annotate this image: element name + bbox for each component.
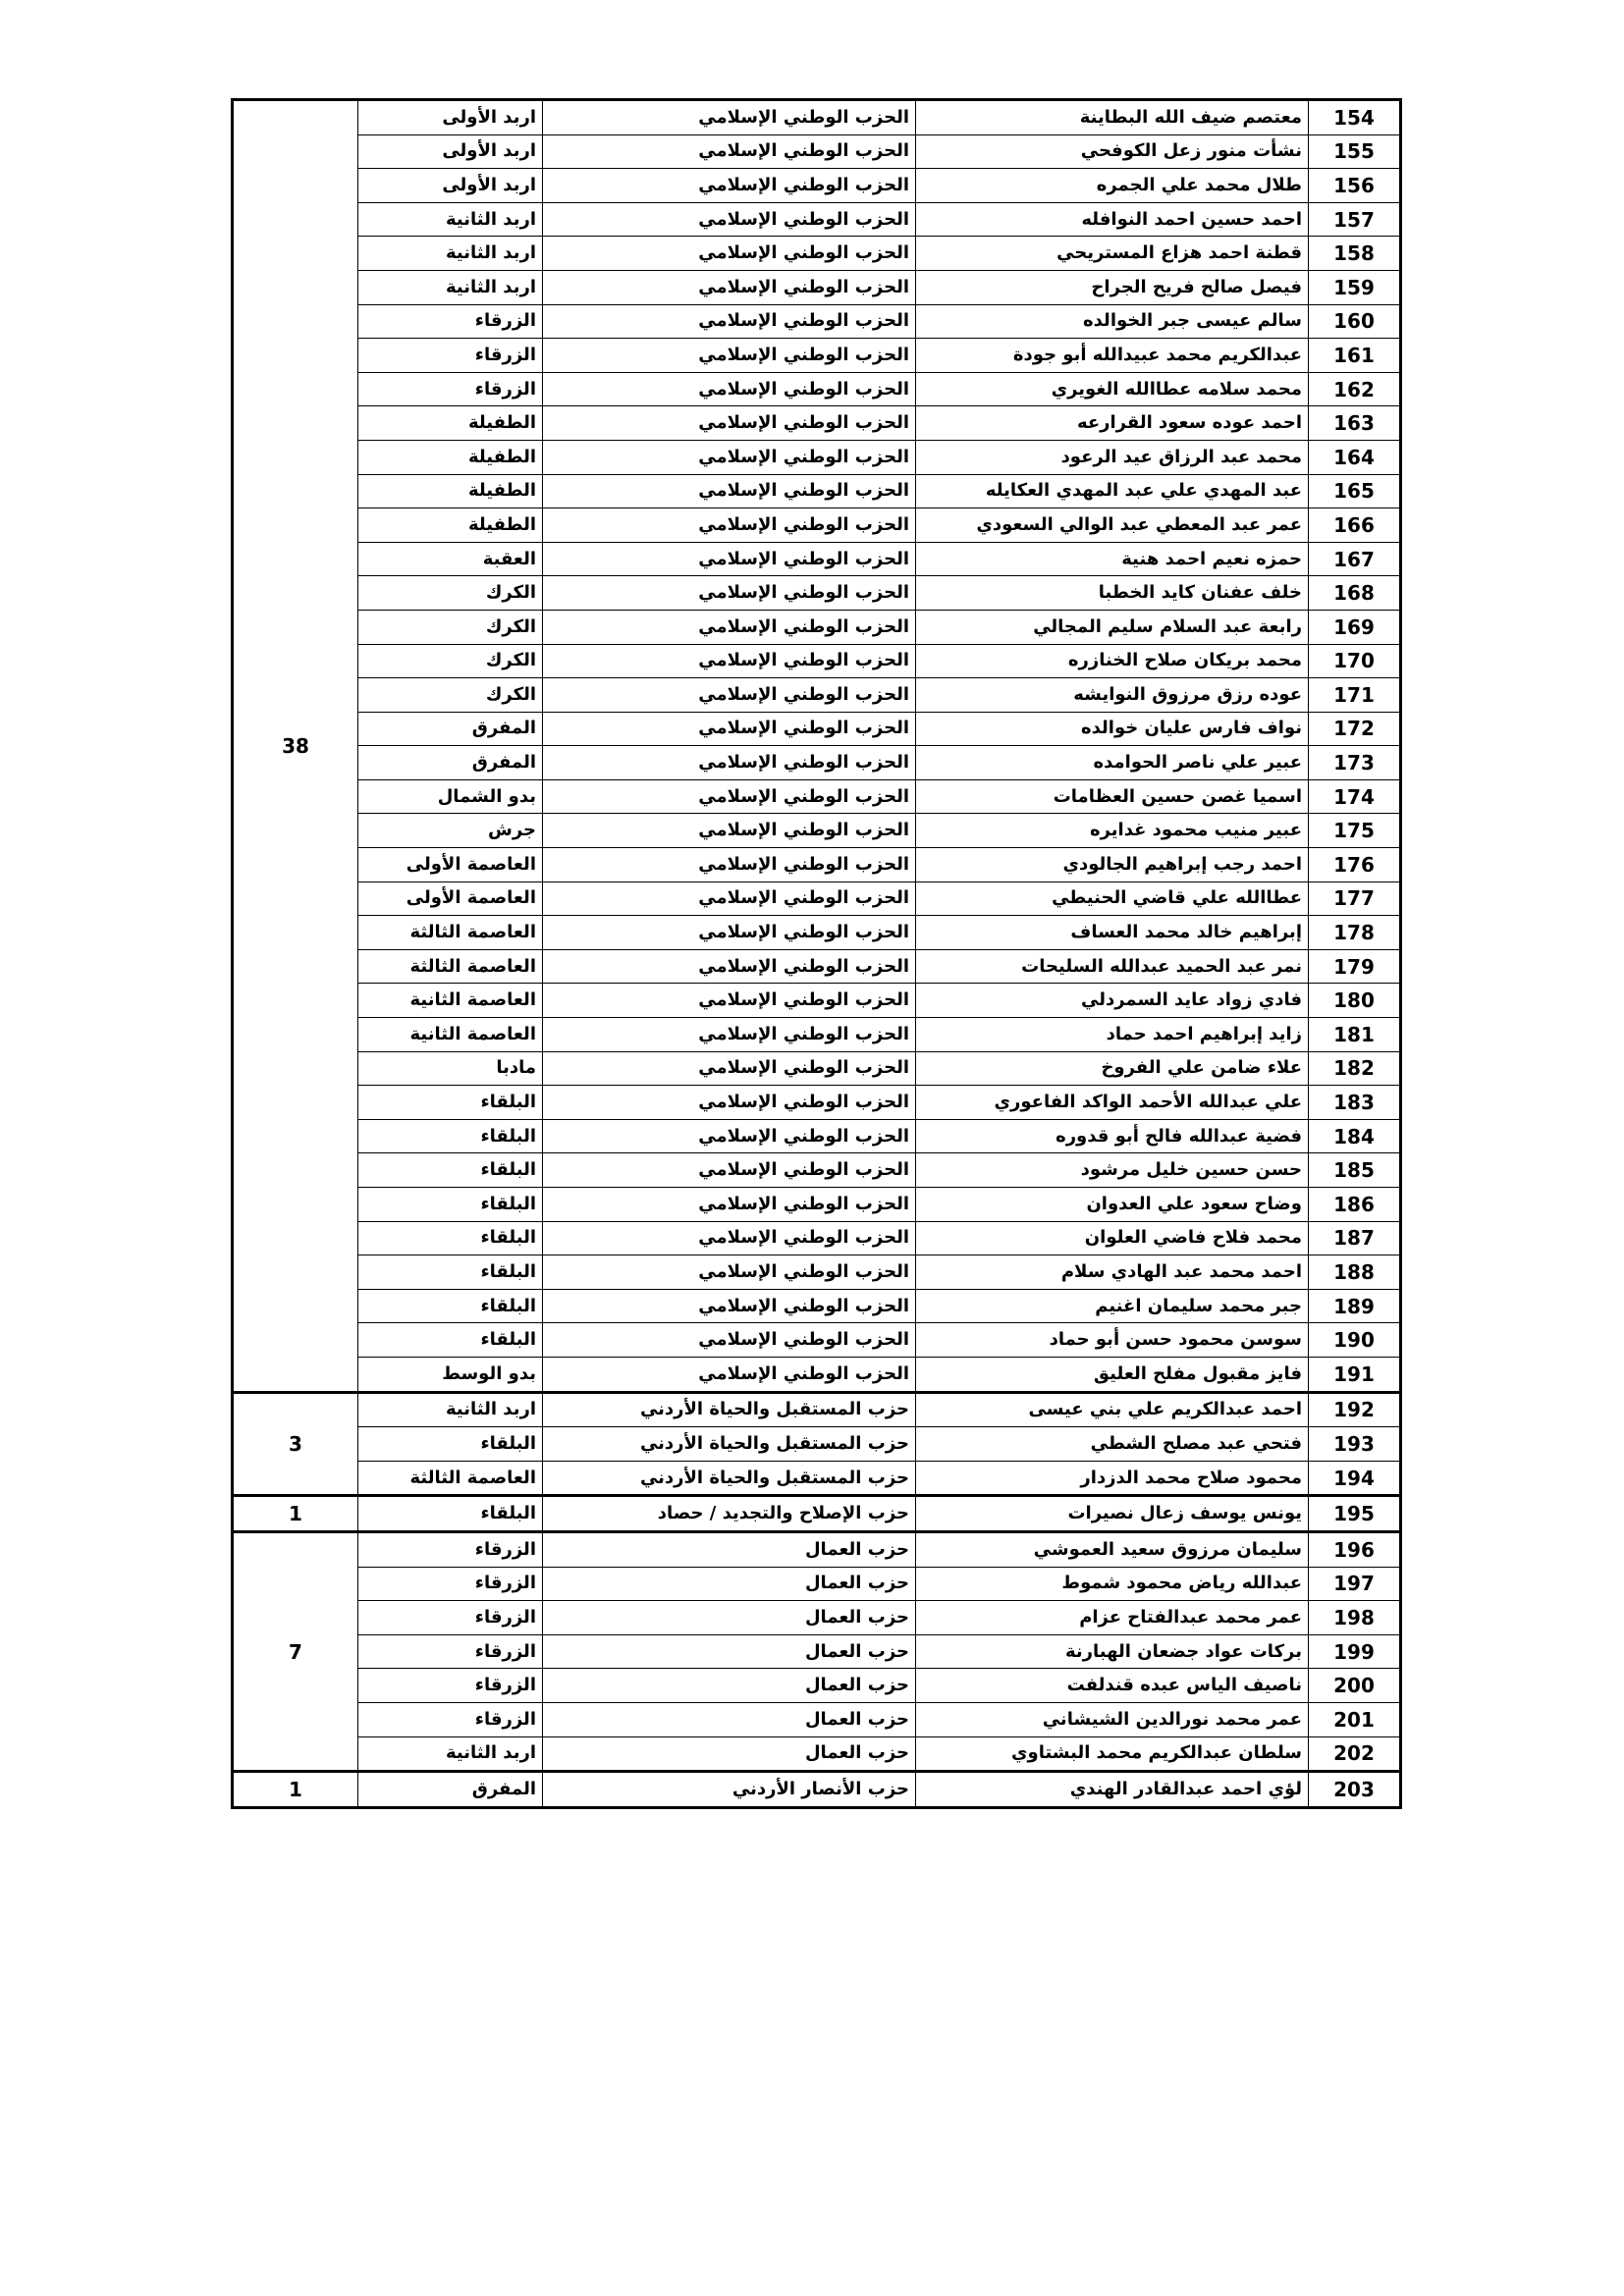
district-cell: العاصمة الأولى [358,848,543,882]
party-name-cell: الحزب الوطني الإسلامي [543,1221,916,1255]
row-number-cell: 191 [1309,1357,1401,1392]
table-row [233,644,1401,678]
group-count-cell: 1 [233,1496,358,1532]
candidate-name-cell: احمد محمد عبد الهادي سلام [916,1255,1309,1290]
row-number-cell: 202 [1309,1736,1401,1772]
district-cell: الزرقاء [358,339,543,373]
candidate-name-cell: لؤي احمد عبدالقادر الهندي [916,1772,1309,1808]
candidate-name-cell: احمد رجب إبراهيم الجالودي [916,848,1309,882]
table-row [233,304,1401,339]
row-number-cell: 155 [1309,134,1401,169]
district-cell: اربد الثانية [358,1392,543,1427]
row-number-cell: 161 [1309,339,1401,373]
row-number-cell: 181 [1309,1018,1401,1052]
candidate-name-cell: احمد عوده سعود القرارعه [916,406,1309,441]
candidate-name-cell: طلال محمد علي الجمره [916,169,1309,203]
party-name-cell: الحزب الوطني الإسلامي [543,848,916,882]
row-number-cell: 179 [1309,949,1401,984]
group-count-cell: 1 [233,1772,358,1808]
row-number-cell: 182 [1309,1051,1401,1086]
row-number-cell: 169 [1309,610,1401,644]
candidate-name-cell: عبير علي ناصر الحوامده [916,746,1309,780]
party-name-cell: الحزب الوطني الإسلامي [543,1255,916,1290]
district-cell: البلقاء [358,1221,543,1255]
district-cell: المفرق [358,1772,543,1808]
row-number-cell: 154 [1309,100,1401,135]
candidate-name-cell: محمود صلاح محمد الدزدار [916,1461,1309,1496]
district-cell: البلقاء [358,1496,543,1532]
row-number-cell: 192 [1309,1392,1401,1427]
party-name-cell: الحزب الوطني الإسلامي [543,779,916,814]
candidate-name-cell: عبدالله رياض محمود شموط [916,1567,1309,1601]
party-name-cell: الحزب الوطني الإسلامي [543,134,916,169]
table-row [233,1496,1401,1532]
candidate-name-cell: سليمان مرزوق سعيد العموشي [916,1531,1309,1567]
candidate-name-cell: علاء ضامن علي الفروخ [916,1051,1309,1086]
district-cell: الزرقاء [358,304,543,339]
row-number-cell: 196 [1309,1531,1401,1567]
district-cell: الكرك [358,576,543,611]
table-row [233,814,1401,848]
candidates-table [231,98,1402,1809]
candidate-name-cell: حسن حسين خليل مرشود [916,1153,1309,1188]
party-name-cell: الحزب الوطني الإسلامي [543,1086,916,1120]
row-number-cell: 173 [1309,746,1401,780]
party-name-cell: حزب الأنصار الأردني [543,1772,916,1808]
table-row [233,1221,1401,1255]
row-number-cell: 200 [1309,1669,1401,1703]
row-number-cell: 163 [1309,406,1401,441]
table-row [233,1119,1401,1153]
table-row [233,1018,1401,1052]
party-name-cell: حزب المستقبل والحياة الأردني [543,1461,916,1496]
table-row [233,1669,1401,1703]
party-name-cell: الحزب الوطني الإسلامي [543,474,916,508]
row-number-cell: 180 [1309,984,1401,1018]
party-name-cell: الحزب الوطني الإسلامي [543,814,916,848]
table-row [233,712,1401,746]
table-row [233,440,1401,474]
table-row [233,1153,1401,1188]
table-row [233,1601,1401,1635]
district-cell: المفرق [358,746,543,780]
district-cell: الزرقاء [358,1634,543,1669]
party-name-cell: الحزب الوطني الإسلامي [543,1018,916,1052]
row-number-cell: 197 [1309,1567,1401,1601]
row-number-cell: 174 [1309,779,1401,814]
table-row [233,916,1401,950]
table-row [233,779,1401,814]
district-cell: الزرقاء [358,372,543,406]
candidate-name-cell: يونس يوسف زعال نصيرات [916,1496,1309,1532]
party-name-cell: الحزب الوطني الإسلامي [543,746,916,780]
candidate-name-cell: زايد إبراهيم احمد حماد [916,1018,1309,1052]
row-number-cell: 162 [1309,372,1401,406]
row-number-cell: 172 [1309,712,1401,746]
row-number-cell: 194 [1309,1461,1401,1496]
party-name-cell: الحزب الوطني الإسلامي [543,984,916,1018]
party-name-cell: حزب العمال [543,1567,916,1601]
row-number-cell: 188 [1309,1255,1401,1290]
candidate-name-cell: عمر محمد نورالدين الشيشاني [916,1702,1309,1736]
party-name-cell: الحزب الوطني الإسلامي [543,304,916,339]
district-cell: البلقاء [358,1427,543,1462]
candidate-name-cell: محمد بريكان صلاح الخنازره [916,644,1309,678]
district-cell: البلقاء [358,1119,543,1153]
candidate-name-cell: جبر محمد سليمان اغنيم [916,1289,1309,1323]
district-cell: البلقاء [358,1289,543,1323]
row-number-cell: 176 [1309,848,1401,882]
party-name-cell: الحزب الوطني الإسلامي [543,610,916,644]
party-name-cell: الحزب الوطني الإسلامي [543,916,916,950]
district-cell: العقبة [358,542,543,576]
candidate-name-cell: عطاالله علي قاضي الحنيطي [916,881,1309,916]
table-row [233,1086,1401,1120]
candidate-name-cell: سالم عيسى جبر الخوالده [916,304,1309,339]
row-number-cell: 190 [1309,1323,1401,1358]
party-name-cell: حزب المستقبل والحياة الأردني [543,1392,916,1427]
table-row [233,949,1401,984]
row-number-cell: 187 [1309,1221,1401,1255]
candidate-name-cell: وضاح سعود علي العدوان [916,1188,1309,1222]
table-row [233,237,1401,271]
party-name-cell: الحزب الوطني الإسلامي [543,339,916,373]
party-name-cell: الحزب الوطني الإسلامي [543,881,916,916]
row-number-cell: 201 [1309,1702,1401,1736]
table-row [233,1357,1401,1392]
party-name-cell: الحزب الوطني الإسلامي [543,237,916,271]
table-row [233,984,1401,1018]
candidate-name-cell: ناصيف الياس عبده قندلفت [916,1669,1309,1703]
candidate-name-cell: فيصل صالح فريح الجراح [916,270,1309,304]
candidate-name-cell: فايز مقبول مفلح العليق [916,1357,1309,1392]
party-name-cell: الحزب الوطني الإسلامي [543,712,916,746]
table-row [233,508,1401,543]
table-row [233,1772,1401,1808]
row-number-cell: 199 [1309,1634,1401,1669]
row-number-cell: 160 [1309,304,1401,339]
party-name-cell: حزب المستقبل والحياة الأردني [543,1427,916,1462]
district-cell: الطفيلة [358,406,543,441]
party-name-cell: الحزب الوطني الإسلامي [543,1119,916,1153]
row-number-cell: 158 [1309,237,1401,271]
candidate-name-cell: نواف فارس عليان خوالده [916,712,1309,746]
candidate-name-cell: خلف عفنان كايد الخطبا [916,576,1309,611]
district-cell: العاصمة الثالثة [358,949,543,984]
district-cell: المفرق [358,712,543,746]
row-number-cell: 203 [1309,1772,1401,1808]
district-cell: الزرقاء [358,1601,543,1635]
district-cell: البلقاء [358,1323,543,1358]
table-row [233,169,1401,203]
party-name-cell: حزب العمال [543,1531,916,1567]
district-cell: اربد الأولى [358,134,543,169]
row-number-cell: 156 [1309,169,1401,203]
party-name-cell: الحزب الوطني الإسلامي [543,949,916,984]
table-row [233,1531,1401,1567]
party-name-cell: الحزب الوطني الإسلامي [543,644,916,678]
table-row [233,1392,1401,1427]
district-cell: اربد الثانية [358,202,543,237]
district-cell: اربد الأولى [358,100,543,135]
party-name-cell: حزب العمال [543,1601,916,1635]
row-number-cell: 164 [1309,440,1401,474]
table-row [233,270,1401,304]
party-name-cell: الحزب الوطني الإسلامي [543,440,916,474]
district-cell: البلقاء [358,1255,543,1290]
candidate-name-cell: بركات عواد جضعان الهبارنة [916,1634,1309,1669]
party-name-cell: الحزب الوطني الإسلامي [543,508,916,543]
district-cell: الكرك [358,678,543,713]
candidate-name-cell: عبدالكريم محمد عبيدالله أبو جودة [916,339,1309,373]
district-cell: العاصمة الثالثة [358,916,543,950]
row-number-cell: 175 [1309,814,1401,848]
row-number-cell: 177 [1309,881,1401,916]
table-row [233,610,1401,644]
candidate-name-cell: قطنة احمد هزاع المستريحي [916,237,1309,271]
candidate-name-cell: عوده رزق مرزوق النوايشه [916,678,1309,713]
district-cell: الكرك [358,610,543,644]
candidate-name-cell: سوسن محمود حسن أبو حماد [916,1323,1309,1358]
group-count-cell: 7 [233,1531,358,1771]
district-cell: جرش [358,814,543,848]
party-name-cell: الحزب الوطني الإسلامي [543,406,916,441]
district-cell: الزرقاء [358,1669,543,1703]
table-row [233,134,1401,169]
party-name-cell: حزب العمال [543,1736,916,1772]
party-name-cell: الحزب الوطني الإسلامي [543,1051,916,1086]
table-row [233,542,1401,576]
table-row [233,406,1401,441]
table-row [233,474,1401,508]
row-number-cell: 165 [1309,474,1401,508]
row-number-cell: 195 [1309,1496,1401,1532]
table-row [233,1188,1401,1222]
row-number-cell: 168 [1309,576,1401,611]
row-number-cell: 186 [1309,1188,1401,1222]
party-name-cell: الحزب الوطني الإسلامي [543,372,916,406]
candidate-name-cell: علي عبدالله الأحمد الواكد الفاعوري [916,1086,1309,1120]
district-cell: بدو الشمال [358,779,543,814]
row-number-cell: 157 [1309,202,1401,237]
row-number-cell: 193 [1309,1427,1401,1462]
party-name-cell: الحزب الوطني الإسلامي [543,542,916,576]
row-number-cell: 183 [1309,1086,1401,1120]
table-row [233,1461,1401,1496]
table-row [233,1634,1401,1669]
candidate-name-cell: فضية عبدالله فالح أبو قدوره [916,1119,1309,1153]
candidate-name-cell: فادي زواد عايد السمردلي [916,984,1309,1018]
district-cell: العاصمة الثالثة [358,1461,543,1496]
district-cell: العاصمة الثانية [358,1018,543,1052]
district-cell: مادبا [358,1051,543,1086]
candidate-name-cell: عمر محمد عبدالفتاح عزام [916,1601,1309,1635]
candidate-name-cell: احمد عبدالكريم علي بني عيسى [916,1392,1309,1427]
district-cell: الطفيلة [358,508,543,543]
table-row [233,881,1401,916]
candidate-name-cell: عبد المهدي علي عبد المهدي العكايله [916,474,1309,508]
district-cell: الطفيلة [358,440,543,474]
party-name-cell: الحزب الوطني الإسلامي [543,1153,916,1188]
table-row [233,848,1401,882]
table-row [233,202,1401,237]
candidate-name-cell: محمد فلاح فاضي العلوان [916,1221,1309,1255]
district-cell: اربد الثانية [358,237,543,271]
table-row [233,678,1401,713]
party-name-cell: الحزب الوطني الإسلامي [543,1289,916,1323]
row-number-cell: 185 [1309,1153,1401,1188]
party-name-cell: الحزب الوطني الإسلامي [543,100,916,135]
row-number-cell: 170 [1309,644,1401,678]
district-cell: اربد الثانية [358,270,543,304]
table-row [233,1427,1401,1462]
table-row [233,1051,1401,1086]
group-count-cell: 3 [233,1392,358,1496]
candidate-name-cell: معتصم ضيف الله البطاينة [916,100,1309,135]
table-row [233,100,1401,135]
table-row [233,1702,1401,1736]
district-cell: اربد الأولى [358,169,543,203]
row-number-cell: 178 [1309,916,1401,950]
district-cell: اربد الثانية [358,1736,543,1772]
party-name-cell: الحزب الوطني الإسلامي [543,1188,916,1222]
candidate-name-cell: محمد عبد الرزاق عيد الرعود [916,440,1309,474]
candidate-name-cell: محمد سلامه عطاالله الغويري [916,372,1309,406]
district-cell: العاصمة الثانية [358,984,543,1018]
district-cell: الزرقاء [358,1567,543,1601]
row-number-cell: 159 [1309,270,1401,304]
party-name-cell: الحزب الوطني الإسلامي [543,1323,916,1358]
party-name-cell: الحزب الوطني الإسلامي [543,678,916,713]
table-row [233,1255,1401,1290]
party-name-cell: الحزب الوطني الإسلامي [543,202,916,237]
district-cell: الكرك [358,644,543,678]
candidate-name-cell: سلطان عبدالكريم محمد البشتاوي [916,1736,1309,1772]
district-cell: البلقاء [358,1153,543,1188]
candidate-name-cell: رابعة عبد السلام سليم المجالي [916,610,1309,644]
district-cell: البلقاء [358,1086,543,1120]
candidates-table-body [233,100,1401,1808]
candidate-name-cell: عبير منيب محمود غدايره [916,814,1309,848]
candidate-name-cell: نشأت منور زعل الكوفحي [916,134,1309,169]
candidate-name-cell: نمر عبد الحميد عبدالله السليحات [916,949,1309,984]
district-cell: الزرقاء [358,1531,543,1567]
candidate-name-cell: إبراهيم خالد محمد العساف [916,916,1309,950]
table-row [233,372,1401,406]
party-name-cell: الحزب الوطني الإسلامي [543,1357,916,1392]
party-name-cell: الحزب الوطني الإسلامي [543,270,916,304]
table-row [233,746,1401,780]
table-row [233,1567,1401,1601]
row-number-cell: 167 [1309,542,1401,576]
party-name-cell: الحزب الوطني الإسلامي [543,576,916,611]
candidate-name-cell: احمد حسين احمد النوافله [916,202,1309,237]
party-name-cell: حزب الإصلاح والتجديد / حصاد [543,1496,916,1532]
party-name-cell: حزب العمال [543,1702,916,1736]
district-cell: الزرقاء [358,1702,543,1736]
party-name-cell: حزب العمال [543,1669,916,1703]
district-cell: الطفيلة [358,474,543,508]
candidate-name-cell: فتحي عبد مصلح الشطي [916,1427,1309,1462]
candidate-name-cell: اسميا غصن حسين العظامات [916,779,1309,814]
party-name-cell: الحزب الوطني الإسلامي [543,169,916,203]
table-row [233,1289,1401,1323]
row-number-cell: 184 [1309,1119,1401,1153]
row-number-cell: 189 [1309,1289,1401,1323]
table-row [233,576,1401,611]
district-cell: بدو الوسط [358,1357,543,1392]
table-row [233,1323,1401,1358]
party-name-cell: حزب العمال [543,1634,916,1669]
row-number-cell: 198 [1309,1601,1401,1635]
candidate-name-cell: عمر عبد المعطي عبد الوالي السعودي [916,508,1309,543]
candidate-name-cell: حمزه نعيم احمد هنية [916,542,1309,576]
district-cell: العاصمة الأولى [358,881,543,916]
table-row [233,1736,1401,1772]
table-row [233,339,1401,373]
row-number-cell: 166 [1309,508,1401,543]
row-number-cell: 171 [1309,678,1401,713]
district-cell: البلقاء [358,1188,543,1222]
group-count-cell: 38 [233,100,358,1393]
